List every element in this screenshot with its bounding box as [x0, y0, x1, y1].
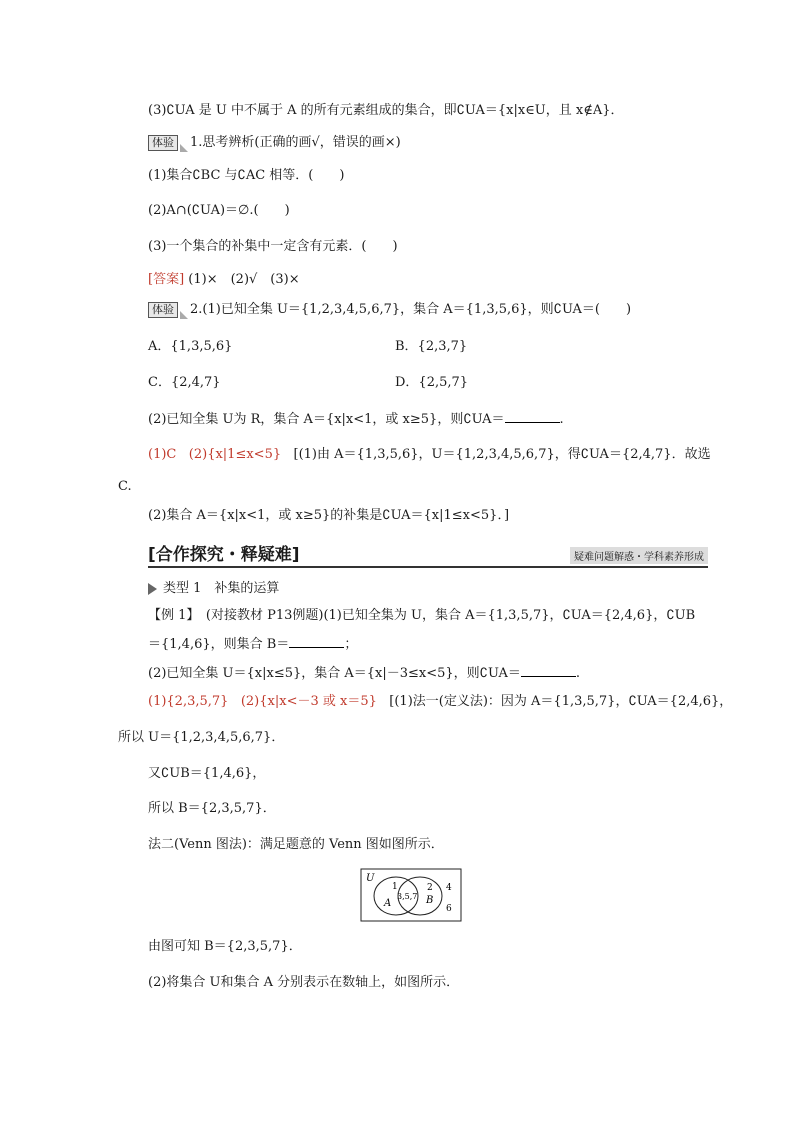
venn-diagram — [360, 868, 462, 922]
text-line: (3)∁UA 是 U 中不属于 A 的所有元素组成的集合，即∁UA＝{x|x∈U，且 x∉A}． — [148, 103, 624, 118]
venn-label-b: B — [426, 895, 434, 906]
text-line — [148, 446, 711, 464]
text-line: (3)一个集合的补集中一定含有元素．( ) — [148, 239, 398, 254]
text-line: (2)将集合 U和集合 A 分别表示在数轴上，如图所示． — [148, 975, 460, 990]
text-line: (2)已知全集 U为 R，集合 A＝{x|x<1，或 x≥5}，则∁UA＝ . — [148, 412, 564, 427]
text-span: [(1)法一(定义法)：因为 A＝{1,3,5,7}，∁UA＝{2,4,6}， — [389, 694, 733, 709]
example-line: (2)已知全集 U＝{x|x≤5}，集合 A＝{x|－3≤x<5}，则∁UA＝ . — [148, 666, 581, 681]
text-line: (1)集合∁BC 与∁AC 相等．( ) — [148, 168, 345, 183]
answer-line — [148, 271, 300, 289]
fill-blank — [505, 410, 560, 423]
text-line: 法二(Venn 图法)：满足题意的 Venn 图如图所示． — [148, 837, 444, 852]
text-line: (2)集合 A＝{x|x<1，或 x≥5}的补集是∁UA＝{x|1≤x<5}．] — [148, 508, 510, 523]
example-line: 【例 1】 (对接教材 P13例题)(1)已知全集为 U，集合 A＝{1,3,5,7}，∁UA＝{2,4,6}，∁UB — [148, 608, 696, 623]
text-span: (2)已知全集 U为 R，集合 A＝{x|x<1，或 x≥5}，则∁UA＝ — [148, 412, 505, 427]
venn-label-6: 6 — [446, 904, 452, 914]
type-heading — [148, 580, 279, 598]
answer-line — [148, 693, 732, 711]
venn-label-4: 4 — [446, 883, 452, 893]
fill-blank — [289, 635, 344, 648]
answer-red: (1){2,3,5,7} — [148, 694, 229, 709]
text-span: 2.(1)已知全集 U＝{1,2,3,4,5,6,7}，集合 A＝{1,3,5,6}，则∁UA＝( ) — [190, 302, 632, 317]
venn-label-1: 1 — [392, 882, 398, 892]
venn-label-2: 2 — [427, 883, 433, 893]
option-b: B．{2,3,7} — [395, 339, 468, 354]
badge-corner-icon — [180, 144, 188, 152]
fill-blank — [521, 664, 576, 677]
answer-tag: [答案] — [148, 272, 185, 287]
text-line — [148, 301, 631, 319]
text-span: [(1)由 A＝{1,3,5,6}，U＝{1,2,3,4,5,6,7}，得∁UA＝{2,4,7}．故选 — [293, 447, 711, 462]
answer-red: (2){x|x<－3 或 x＝5} — [240, 694, 377, 709]
venn-label-u: U — [366, 873, 375, 884]
badge-corner-icon — [180, 311, 188, 319]
tiyan-badge: 体验 — [148, 302, 178, 318]
text-line: 由图可知 B＝{2,3,5,7}． — [148, 939, 302, 954]
text-span: ＝{1,4,6}，则集合 B＝ — [148, 637, 290, 652]
venn-label-mid: 3,5,7 — [397, 892, 418, 901]
section-header — [148, 540, 708, 568]
venn-label-a: A — [384, 898, 392, 909]
section-title: [合作探究・释疑难] — [148, 545, 300, 565]
text-line — [148, 134, 401, 152]
option-c: C．{2,4,7} — [148, 375, 221, 390]
option-d: D．{2,5,7} — [395, 375, 469, 390]
text-span: 1.思考辨析(正确的画√，错误的画×) — [190, 135, 401, 150]
option-a: A．{1,3,5,6} — [148, 339, 233, 354]
tiyan-badge: 体验 — [148, 135, 178, 151]
answer-red: (1)C — [148, 447, 177, 462]
example-line: ＝{1,4,6}，则集合 B＝ ； — [148, 637, 358, 652]
text-line: 又∁UB＝{1,4,6}， — [148, 766, 266, 781]
text-line: C. — [118, 479, 132, 494]
text-line: 所以 U＝{1,2,3,4,5,6,7}． — [118, 730, 285, 745]
text-span: (1)× (2)√ (3)× — [188, 272, 300, 287]
text-span: 类型 1 补集的运算 — [163, 581, 280, 596]
text-line: 所以 B＝{2,3,5,7}． — [148, 801, 276, 816]
section-tag: 疑难问题解惑・学科素养形成 — [570, 547, 708, 564]
answer-red: (2){x|1≤x<5} — [188, 447, 282, 462]
play-triangle-icon — [148, 583, 157, 595]
text-line: (2)A∩(∁UA)＝∅.( ) — [148, 203, 290, 218]
text-span: (2)已知全集 U＝{x|x≤5}，集合 A＝{x|－3≤x<5}，则∁UA＝ — [148, 666, 521, 681]
